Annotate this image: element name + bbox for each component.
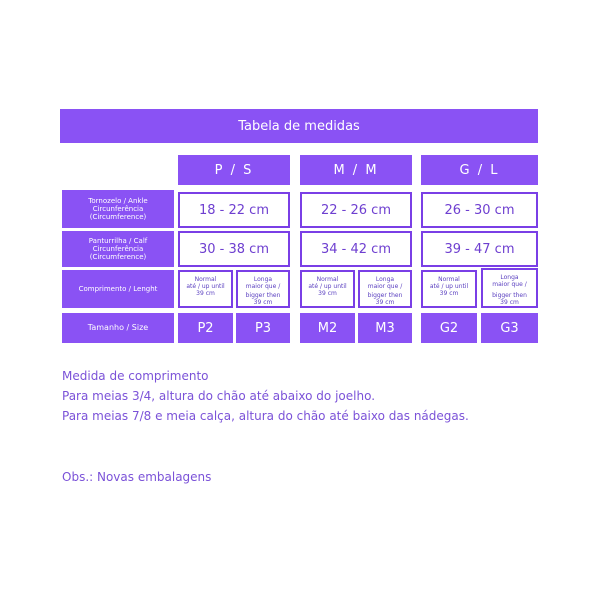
- long-line4: 39 cm: [500, 299, 519, 306]
- long-line3: bigger then: [367, 292, 403, 299]
- long-line4: 39 cm: [375, 299, 395, 306]
- size-m3: M3: [358, 313, 412, 343]
- table-title: Tabela de medidas: [60, 109, 538, 143]
- normal-line2: até / up until: [308, 283, 347, 290]
- row-label-calf: [62, 231, 174, 267]
- size-g3: G3: [481, 313, 538, 343]
- length-normal-p2: [178, 270, 233, 308]
- row-label-ankle-line3: (Circumference): [89, 213, 147, 221]
- row-label-size: [62, 313, 174, 343]
- value-calf-ps: 30 - 38 cm: [178, 231, 290, 267]
- normal-line1: Normal: [194, 276, 217, 283]
- long-line2: maior que /: [492, 281, 527, 288]
- long-line4: 39 cm: [253, 299, 273, 306]
- length-normal-m2: [300, 270, 355, 308]
- long-line3: bigger then: [492, 292, 527, 299]
- value-ankle-gl: 26 - 30 cm: [421, 192, 538, 228]
- long-line1: Longa: [253, 276, 273, 283]
- long-line2: maior que /: [367, 283, 403, 290]
- normal-line3: 39 cm: [196, 290, 215, 297]
- row-label-ankle-line1: Tornozelo / Ankle: [88, 197, 148, 205]
- normal-line1: Normal: [438, 276, 460, 283]
- length-long-g3: [481, 268, 538, 308]
- header-mm: M / M: [300, 155, 412, 185]
- long-line1: Longa: [375, 276, 395, 283]
- long-line2: maior que /: [245, 283, 281, 290]
- row-label-ankle: [62, 190, 174, 228]
- row-label-calf-line2: Circunferência: [92, 245, 144, 253]
- row-label-calf-line1: Panturrilha / Calf: [88, 237, 148, 245]
- row-label-size-text: Tamanho / Size: [87, 323, 149, 332]
- normal-line3: 39 cm: [439, 290, 459, 297]
- value-ankle-mm: 22 - 26 cm: [300, 192, 412, 228]
- long-line3: bigger then: [245, 292, 281, 299]
- header-ps: P / S: [178, 155, 290, 185]
- note-three-quarter: Para meias 3/4, altura do chão até abaixo do joelho.: [62, 389, 376, 403]
- length-normal-g2: [421, 270, 477, 308]
- note-seven-eighth: Para meias 7/8 e meia calça, altura do chão até baixo das nádegas.: [62, 409, 469, 423]
- value-ankle-ps: 18 - 22 cm: [178, 192, 290, 228]
- row-label-ankle-line2: Circunferência: [92, 205, 144, 213]
- size-m2: M2: [300, 313, 355, 343]
- row-label-length-text: Comprimento / Lenght: [78, 285, 158, 293]
- header-gl: G / L: [421, 155, 538, 185]
- normal-line2: até / up until: [186, 283, 225, 290]
- length-long-m3: [358, 270, 412, 308]
- row-label-length: [62, 270, 174, 308]
- row-label-calf-line3: (Circumference): [89, 253, 147, 261]
- note-length-title: Medida de comprimento: [62, 369, 209, 383]
- length-long-p3: [236, 270, 290, 308]
- value-calf-mm: 34 - 42 cm: [300, 231, 412, 267]
- normal-line2: até / up until: [429, 283, 469, 290]
- long-line1: Longa: [500, 274, 519, 281]
- value-calf-gl: 39 - 47 cm: [421, 231, 538, 267]
- size-p3: P3: [236, 313, 290, 343]
- note-obs: Obs.: Novas embalagens: [62, 470, 212, 484]
- normal-line1: Normal: [316, 276, 339, 283]
- size-p2: P2: [178, 313, 233, 343]
- normal-line3: 39 cm: [318, 290, 337, 297]
- size-g2: G2: [421, 313, 477, 343]
